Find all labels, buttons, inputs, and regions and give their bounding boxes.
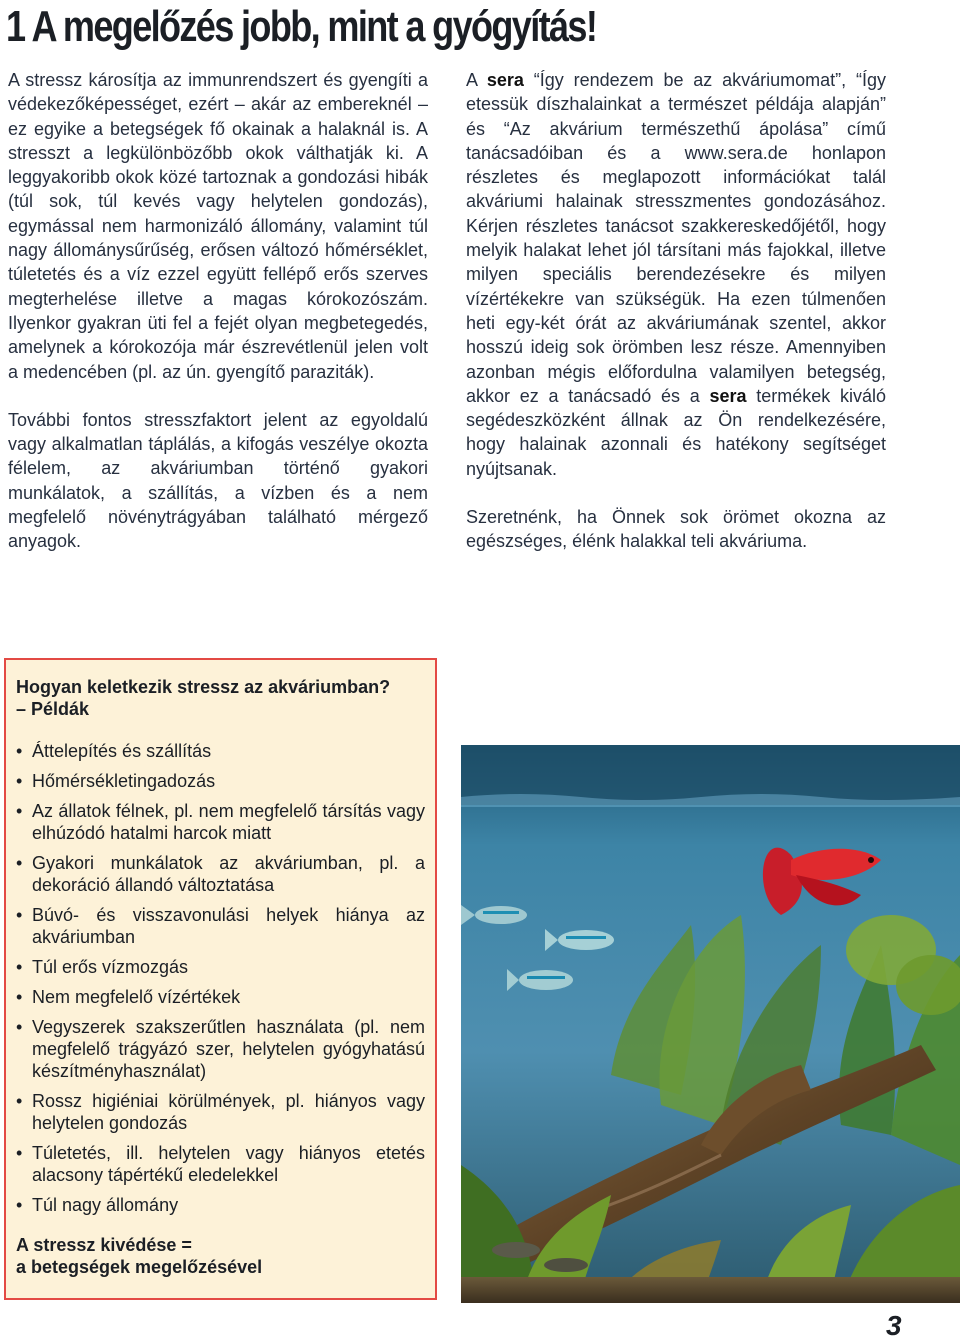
bullet-icon: • [16, 957, 23, 977]
list-item [16, 956, 425, 978]
bullet-icon: • [16, 1017, 23, 1037]
brand-name: sera [709, 385, 747, 406]
list-item-text: Hőmérsékletingadozás [32, 771, 216, 791]
list-item [16, 1016, 425, 1082]
list-item [16, 770, 425, 792]
bullet-icon: • [16, 987, 23, 1007]
list-item-text: Túl erős vízmozgás [32, 957, 189, 977]
box-footer-line: a betegségek megelőzésével [16, 1257, 263, 1277]
box-title-line: Hogyan keletkezik stressz az akváriumban? [16, 677, 391, 697]
list-item [16, 852, 425, 896]
bullet-icon: • [16, 1143, 23, 1163]
list-item [16, 1090, 425, 1134]
list-item [16, 904, 425, 948]
aquarium-illustration [461, 745, 960, 1303]
list-item-text: Rossz higiéniai körülmények, pl. hiányos vagy helytelen gondozás [32, 1091, 425, 1133]
bullet-icon: • [16, 905, 23, 925]
brand-name: sera [486, 70, 524, 90]
bullet-icon: • [16, 771, 23, 791]
list-item-text: Nem megfelelő vízértékek [32, 987, 241, 1007]
list-item [16, 1142, 425, 1186]
text-run: termékek kiváló segédeszközként állnak az Ön rendelkezésére, hogy halainak azonnali és hatékony segítséget nyújtsanak. [466, 385, 886, 479]
stress-causes-box [4, 658, 437, 1300]
list-item [16, 740, 425, 762]
body-paragraph [466, 68, 886, 481]
list-item-text: Búvó- és visszavonulási helyek hiánya az akváriumban [32, 905, 425, 947]
text-run: A [466, 70, 487, 90]
stress-causes-list [16, 740, 425, 1216]
body-paragraph: Szeretnénk, ha Önnek sok örömet okozna az egészséges, élénk halakkal teli akváriuma. [466, 507, 886, 552]
gravel-bed [461, 1277, 960, 1303]
list-item-text: Túl nagy állomány [32, 1195, 179, 1215]
list-item [16, 1194, 425, 1216]
body-paragraph: További fontos stresszfaktort jelent az egyoldalú vagy alkalmatlan táplálás, a kifogás veszélye okozta félelem, az akváriumban történő gyakori munkálatok, a szállítás, a vízben és a nem megfelelő növénytrágyában található mérgező anyagok. [8, 409, 428, 552]
box-footer-line: A stressz kivédése = [16, 1235, 192, 1255]
box-title-line: – Példák [16, 699, 90, 719]
bullet-icon: • [16, 853, 23, 873]
list-item-text: Az állatok félnek, pl. nem megfelelő társítás vagy elhúzódó hatalmi harcok miatt [32, 801, 425, 843]
left-column [8, 68, 428, 578]
page-number: 3 [886, 1310, 902, 1341]
body-paragraph: A stressz károsítja az immunrendszert és gyengíti a védekezőképességet, ezért – akár az embereknél – ez egyike a betegségek fő okainak a halaknál is. A stresszt a legkülönbözőbb okok válthatják ki. A leggyakoribb okok közé tartoznak a gondozási hibák (túl sok, túl kevés vagy helytelen gondozás), egymással nem harmonizáló állomány, valamint túl nagy állománysűrűség, erősen változó hőmérséklet, túletetés és a víz ezzel együtt fellépő erős szerves megterhelése illetve a magas kórokozószám. Ilyenkor gyakran üti fel a fejét olyan megbetegedés, amelynek a kórokozója már észrevétlenül jelen volt a medencében (pl. az ún. gyengítő paraziták). [8, 70, 428, 382]
bullet-icon: • [16, 801, 23, 821]
box-title [16, 676, 425, 720]
bullet-icon: • [16, 1195, 23, 1215]
list-item-text: Áttelepítés és szállítás [32, 741, 212, 761]
list-item-text: Gyakori munkálatok az akváriumban, pl. a dekoráció állandó változtatása [32, 853, 425, 895]
list-item-text: Túletetés, ill. helytelen vagy hiányos etetés alacsony tápértékű eledelekkel [32, 1143, 425, 1185]
bullet-icon: • [16, 741, 23, 761]
bullet-icon: • [16, 1091, 23, 1111]
text-run: “Így rendezem be az akváriumomat”, “Így etessük díszhalainkat a természet példája alapján” és “Az akvárium természethű ápolása” című tanácsadóiban és a www.sera.de honlapon részletes és meglapozott információkat talál akváriumi halainak stresszmentes gondozásához. Kérjen részletes tanácsot szakkereskedőjétől, hogy melyik halakat lehet jól társítani más fajokkal, illetve milyen speciális berendezésekre és milyen vízértékekre van szükségük. Ha ezen túlmenően heti egy-két órát az akváriumának szentel, akkor hosszú ideig sok örömben lesz része. Amennyiben azonban mégis előfordulna valamilyen betegség, akkor ez a tanácsadó és a [466, 70, 887, 406]
aquarium-photo [461, 745, 960, 1303]
page-title: 1 A megelőzés jobb, mint a gyógyítás! [6, 2, 597, 51]
right-column [466, 68, 886, 578]
list-item [16, 800, 425, 844]
box-footer [16, 1234, 425, 1278]
list-item-text: Vegyszerek szakszerűtlen használata (pl. nem megfelelő trágyázó szer, helytelen gyógyhatású készítményhasználat) [32, 1017, 425, 1081]
list-item [16, 986, 425, 1008]
